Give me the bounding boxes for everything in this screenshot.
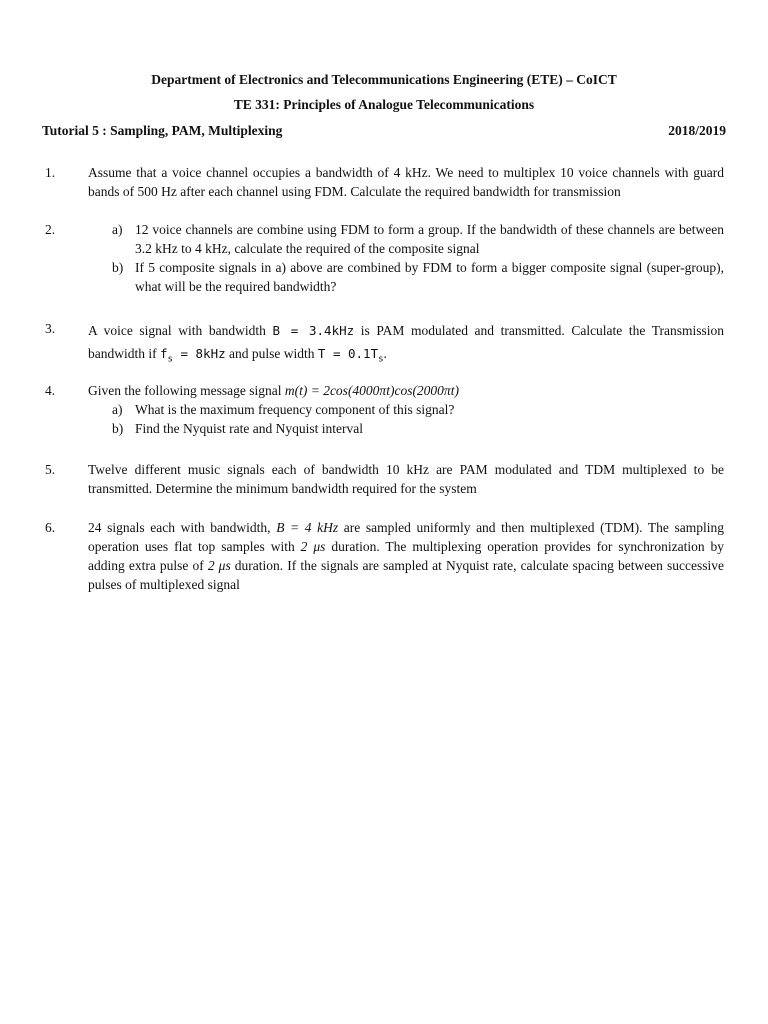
message-signal-formula: m(t) = 2cos(4000πt)cos(2000πt) bbox=[284, 383, 459, 398]
question-body bbox=[88, 381, 724, 438]
sub-label: a) bbox=[112, 402, 123, 417]
math-subscript: s bbox=[167, 354, 173, 365]
math-symbol: f bbox=[160, 346, 168, 361]
sub-label: a) bbox=[112, 222, 123, 237]
text-run: duration. The multiplexing operation provides for synchronization by adding extra pulse of bbox=[88, 539, 725, 573]
question-body bbox=[88, 220, 724, 296]
sub-label: b) bbox=[112, 260, 124, 275]
text-run: . bbox=[383, 346, 387, 361]
math-subscript: s bbox=[378, 354, 384, 365]
question-number: 4. bbox=[45, 383, 56, 398]
math-value: T = 0.1T bbox=[317, 346, 379, 361]
question-number: 3. bbox=[45, 321, 56, 336]
academic-year: 2018/2019 bbox=[668, 123, 726, 138]
sub-text: 12 voice channels are combine using FDM to form a group. If the bandwidth of these channels are between 3.2 kHz to 4 kHz, calculate the required of the composite signal bbox=[135, 222, 724, 256]
text-run: and pulse width bbox=[225, 346, 318, 361]
question-intro bbox=[88, 381, 724, 400]
course-title: TE 331: Principles of Analogue Telecommunications bbox=[233, 97, 535, 112]
sampling-freq-math bbox=[160, 346, 226, 365]
question-number: 2. bbox=[45, 222, 56, 237]
sync-pulse-duration-math: 2 μs bbox=[207, 558, 231, 573]
sub-text: Find the Nyquist rate and Nyquist interval bbox=[135, 421, 363, 436]
sub-question-b bbox=[88, 258, 724, 296]
question-text bbox=[88, 319, 724, 365]
sub-label: b) bbox=[112, 421, 124, 436]
sub-question-b bbox=[88, 419, 724, 438]
sub-text: What is the maximum frequency component of this signal? bbox=[135, 402, 455, 417]
sub-text: If 5 composite signals in a) above are combined by FDM to form a bigger composite signal (super-group), what will be the required bandwidth? bbox=[135, 260, 724, 294]
text-run: duration. If the signals are sampled at Nyquist rate, calculate spacing between successive pulses of multiplexed signal bbox=[88, 558, 725, 592]
question-number: 1. bbox=[45, 165, 56, 180]
bandwidth-math: B = 3.4kHz bbox=[272, 323, 355, 338]
text-run: A voice signal with bandwidth bbox=[88, 323, 273, 338]
question-text: Assume that a voice channel occupies a bandwidth of 4 kHz. We need to multiplex 10 voice channels with guard bands of 500 Hz after each channel using FDM. Calculate the required bandwidth for transmission bbox=[88, 165, 724, 199]
text-run: 24 signals each with bandwidth, bbox=[88, 520, 277, 535]
question-text: Twelve different music signals each of bandwidth 10 kHz are PAM modulated and TDM multiplexed to be transmitted. Determine the minimum bandwidth required for the system bbox=[88, 462, 724, 496]
question-text bbox=[88, 518, 724, 594]
department-title: Department of Electronics and Telecommunications Engineering (ETE) – CoICT bbox=[151, 72, 617, 87]
question-number: 6. bbox=[45, 520, 56, 535]
pulse-width-math bbox=[317, 346, 384, 365]
text-run: Given the following message signal bbox=[88, 383, 285, 398]
text-run: is PAM modulated and transmitted. Calculate the Transmission bandwidth if bbox=[88, 323, 725, 361]
bandwidth-math: B = 4 kHz bbox=[276, 520, 339, 535]
tutorial-row bbox=[42, 121, 726, 140]
math-value: = 8kHz bbox=[172, 346, 226, 361]
text-run: are sampled uniformly and then multiplexed (TDM). The sampling operation uses flat top samples with bbox=[88, 520, 724, 554]
question-number: 5. bbox=[45, 462, 56, 477]
tutorial-title: Tutorial 5 : Sampling, PAM, Multiplexing bbox=[42, 123, 283, 138]
sample-duration-math: 2 μs bbox=[300, 539, 326, 554]
sub-question-a bbox=[88, 220, 724, 258]
sub-question-a bbox=[88, 400, 724, 419]
